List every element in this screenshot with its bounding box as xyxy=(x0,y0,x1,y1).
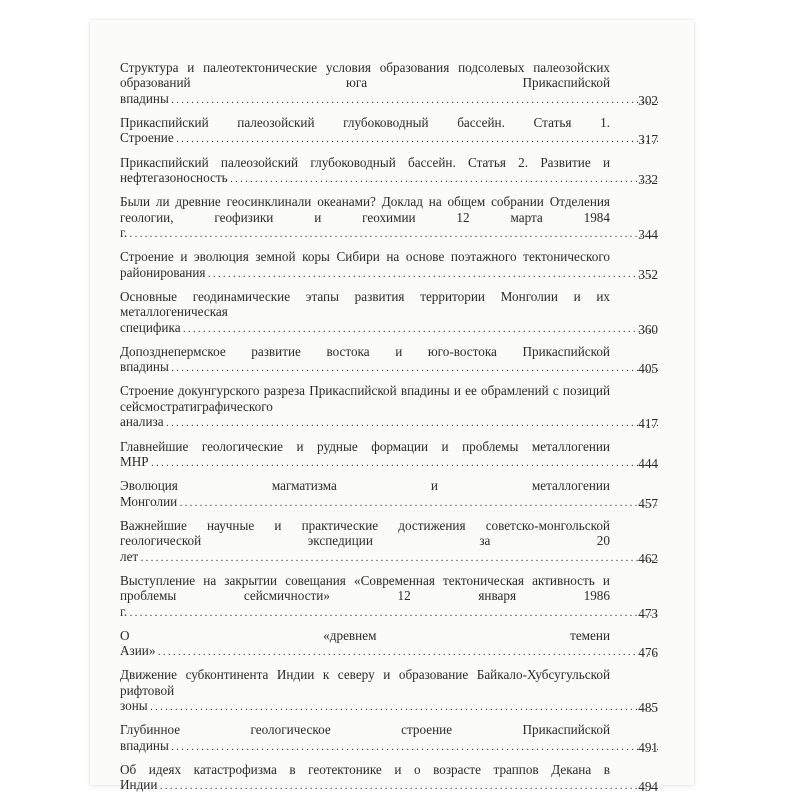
table-of-contents xyxy=(120,60,658,802)
toc-entry xyxy=(120,344,658,377)
toc-entry-title: Строение докунгурского разреза Прикаспийской впадины и ее обрамлений с позиций сейсмостратиграфического анализа . . . xyxy=(120,383,658,431)
book-page xyxy=(90,20,694,795)
toc-entry-page: 494 xyxy=(638,779,658,795)
toc-entry-title: Об идеях катастрофизма в геотектонике и о возрасте траппов Декана в Индии . . . xyxy=(120,762,658,795)
toc-entry-title: Прикаспийский палеозойский глубоководный бассейн. Статья 1. Строение . . . xyxy=(120,115,658,148)
toc-entry xyxy=(120,249,658,282)
toc-entry xyxy=(120,628,658,661)
toc-entry xyxy=(120,518,658,566)
toc-entry-title: О «древнем темени Азии» . . . xyxy=(120,628,658,661)
toc-entry-page: 317 xyxy=(638,132,658,148)
toc-entry xyxy=(120,155,658,188)
toc-entry-page: 417 xyxy=(638,416,658,432)
toc-entry-title: Глубинное геологическое строение Прикаспийской впадины . . . xyxy=(120,722,658,755)
toc-entry xyxy=(120,667,658,715)
toc-entry-title: Строение и эволюция земной коры Сибири на основе поэтажного тектонического районирования . . . xyxy=(120,249,658,282)
toc-entry-title: Прикаспийский палеозойский глубоководный бассейн. Статья 2. Развитие и нефтегазоносность . . . xyxy=(120,155,658,188)
toc-entry-page: 360 xyxy=(638,321,658,337)
toc-entry xyxy=(120,762,658,795)
toc-entry xyxy=(120,60,658,108)
toc-entry-page: 332 xyxy=(638,172,658,188)
toc-entry-page: 444 xyxy=(638,455,658,471)
toc-entry-page: 344 xyxy=(638,227,658,243)
toc-entry-page: 302 xyxy=(638,92,658,108)
toc-entry xyxy=(120,478,658,511)
toc-entry-title: Выступление на закрытии совещания «Современная тектоническая активность и проблемы сейсмичности» 12 января 1986 г. . . . xyxy=(120,573,658,621)
toc-entry-page: 473 xyxy=(638,605,658,621)
toc-entry-page: 491 xyxy=(638,739,658,755)
toc-entry xyxy=(120,722,658,755)
toc-entry-title: Структура и палеотектонические условия образования подсолевых палеозойских образований юга Прикаспийской впадины . . . xyxy=(120,60,658,108)
toc-entry-page: 476 xyxy=(638,645,658,661)
toc-entry xyxy=(120,383,658,431)
toc-entry-title: Важнейшие научные и практические достижения советско-монгольской геологической экспедиции за 20 лет . . . xyxy=(120,518,658,566)
toc-entry xyxy=(120,194,658,242)
toc-entry-page: 405 xyxy=(638,361,658,377)
toc-entry-title: Допозднепермское развитие востока и юго-востока Прикаспийской впадины . . . xyxy=(120,344,658,377)
toc-entry-title: Главнейшие геологические и рудные формации и проблемы металлогении МНР . . . xyxy=(120,439,658,472)
toc-entry-page: 457 xyxy=(638,495,658,511)
toc-entry-page: 485 xyxy=(638,700,658,716)
toc-entry-title: Основные геодинамические этапы развития территории Монголии и их металлогеническая специфика . . . xyxy=(120,289,658,337)
toc-entry-title: Движение субконтинента Индии к северу и образование Байкало-Хубсугульской рифтовой зоны . . . xyxy=(120,667,658,715)
toc-entry xyxy=(120,289,658,337)
toc-entry xyxy=(120,573,658,621)
toc-entry-title: Эволюция магматизма и металлогении Монголии . . . xyxy=(120,478,658,511)
toc-entry xyxy=(120,115,658,148)
toc-entry-page: 352 xyxy=(638,266,658,282)
toc-entry-page: 462 xyxy=(638,550,658,566)
toc-entry xyxy=(120,439,658,472)
toc-entry-title: Были ли древние геосинклинали океанами? Доклад на общем собрании Отделения геологии, геофизики и геохимии 12 марта 1984 г. . . . xyxy=(120,194,658,242)
